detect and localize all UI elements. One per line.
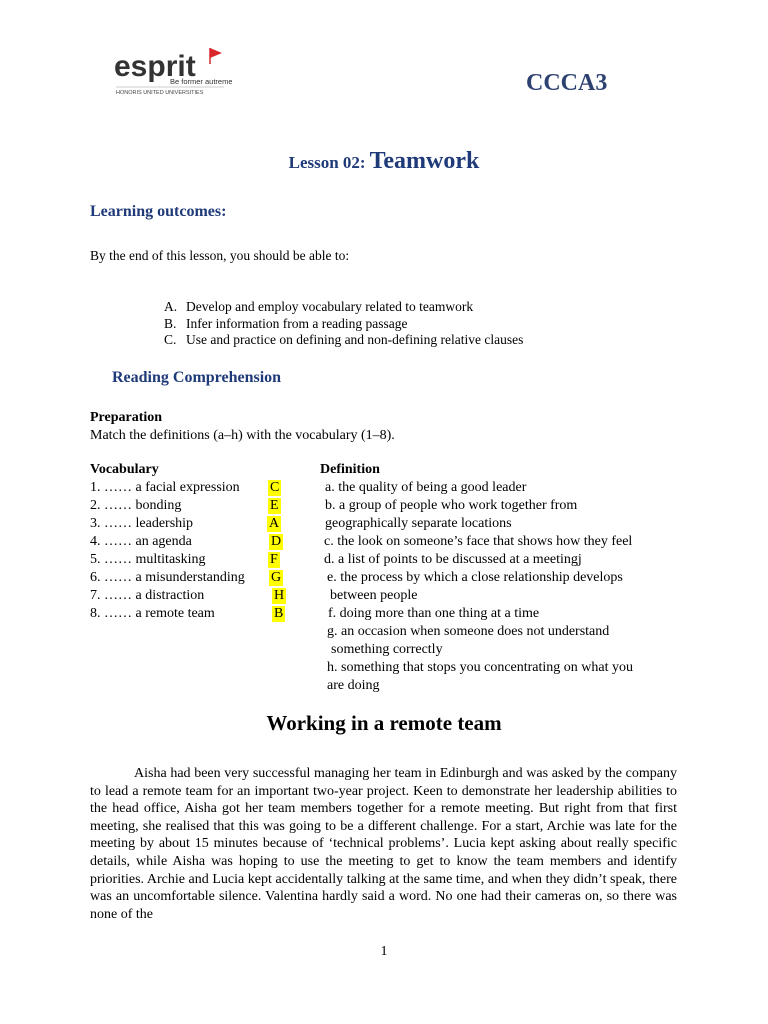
learning-outcomes-heading: Learning outcomes: — [90, 203, 227, 220]
answer-highlight: C — [270, 480, 280, 495]
definition-item: geographically separate locations — [325, 516, 512, 531]
page-number: 1 — [380, 944, 388, 959]
outcome-item: C. Use and practice on defining and non-defining relative clauses — [164, 332, 524, 347]
definition-item: e. the process by which a close relationship develops — [327, 570, 623, 585]
vocab-item: 4. …… an agenda — [90, 534, 192, 549]
reading-comprehension-heading: Reading Comprehension — [112, 369, 282, 386]
esprit-logo — [112, 46, 232, 98]
definition-item: f. doing more than one thing at a time — [328, 606, 540, 621]
definition-item: something correctly — [331, 642, 443, 657]
vocab-item: 8. …… a remote team — [90, 606, 215, 621]
vocab-item: 5. …… multitasking — [90, 552, 206, 567]
lesson-prefix: Lesson 02: — [288, 153, 366, 172]
lesson-name: Teamwork — [369, 148, 480, 174]
preparation-label: Preparation — [90, 410, 163, 425]
outcome-item: A. Develop and employ vocabulary related to teamwork — [164, 299, 474, 314]
outcomes-intro: By the end of this lesson, you should be able to: — [90, 248, 350, 263]
definition-item: are doing — [327, 678, 380, 693]
answer-highlight: H — [274, 588, 285, 603]
lesson-title — [0, 148, 768, 175]
definition-item: g. an occasion when someone does not understand — [327, 624, 610, 639]
answer-highlight: D — [271, 534, 282, 549]
vocab-item: 7. …… a distraction — [90, 588, 205, 603]
definition-item: between people — [330, 588, 418, 603]
answer-highlight: G — [271, 570, 282, 585]
definition-item: b. a group of people who work together from — [325, 498, 578, 513]
story-title: Working in a remote team — [266, 711, 502, 735]
vocab-item: 3. …… leadership — [90, 516, 194, 531]
answer-highlight: A — [269, 516, 280, 531]
logo-subtitle: HONORIS UNITED UNIVERSITIES — [116, 90, 204, 96]
vocabulary-header: Vocabulary — [90, 462, 159, 477]
preparation-instruction: Match the definitions (a–h) with the vocabulary (1–8). — [90, 428, 395, 443]
esprit-logo-graphic — [112, 46, 232, 98]
answer-highlight: E — [270, 498, 279, 513]
definition-item: a. the quality of being a good leader — [325, 480, 527, 495]
story-paragraph: Aisha had been very successful managing her team in Edinburgh and was asked by the company to lead a remote team for an important two-year project. Keen to demonstrate her leadership abilities to the head office, Aisha got her team members together for a remote meeting. But right from that first meeting, she realised that this was going to be a different challenge. For a start, Archie was late for the meeting by about 15 minutes because of ‘technical problems’. Lucia kept asking about really specific details, while Aisha was hoping to use the meeting to get to know the team members and identify priorities. Archie and Lucia kept accidentally talking at the same time, and when they didn’t speak, there was an uncomfortable silence. Valentina hardly said a word. No one had their cameras on, so there was none of the — [90, 766, 677, 922]
logo-brand: esprit — [114, 50, 196, 83]
definition-item: h. something that stops you concentrating on what you — [327, 660, 634, 675]
outcome-item: B. Infer information from a reading passage — [164, 315, 408, 331]
definition-item: c. the look on someone’s face that shows how they feel — [324, 534, 633, 549]
definition-item: d. a list of points to be discussed at a meetingj — [324, 552, 582, 567]
logo-flag-icon — [210, 48, 222, 58]
course-code: CCCA3 — [526, 70, 608, 96]
vocab-item: 1. …… a facial expression — [90, 480, 240, 495]
vocab-item: 2. …… bonding — [90, 498, 182, 513]
outcomes-list — [164, 299, 523, 349]
logo-tagline: Be former autrement — [170, 77, 232, 86]
answer-highlight: F — [270, 552, 278, 567]
answer-highlight: B — [274, 606, 284, 621]
vocab-item: 6. …… a misunderstanding — [90, 570, 245, 585]
definition-header: Definition — [320, 462, 380, 477]
